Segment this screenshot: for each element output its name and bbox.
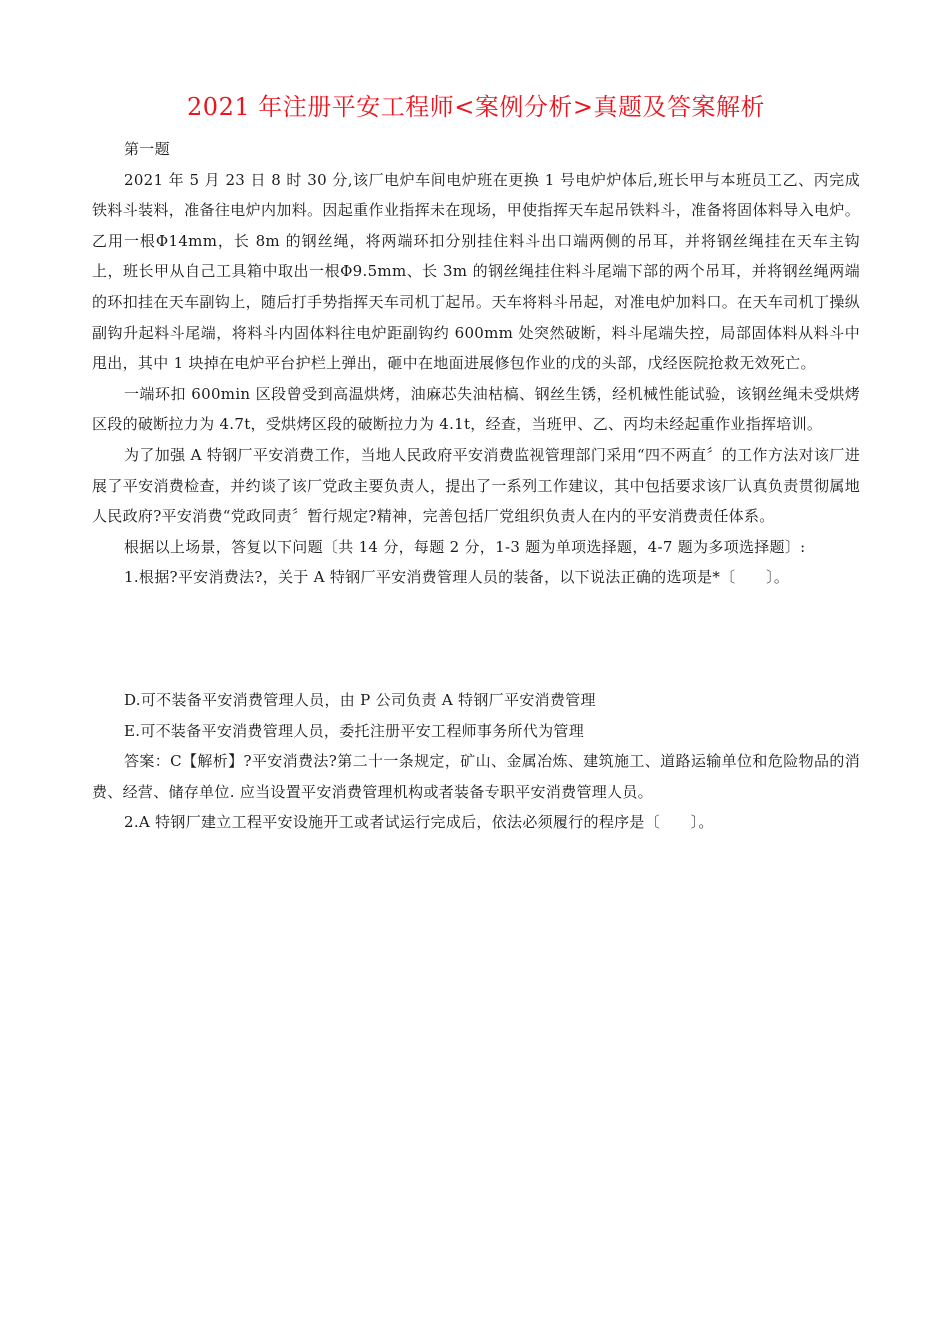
document-page — [92, 84, 860, 838]
option-d: D.可不装备平安消费管理人员，由 P 公司负责 A 特钢厂平安消费管理 — [124, 690, 596, 709]
question-1: 1.根据?平安消费法?，关于 A 特钢厂平安消费管理人员的装备，以下说法正确的选项是*〔 〕。 — [124, 568, 790, 587]
scenario-paragraph: 为了加强 A 特钢厂平安消费工作，当地人民政府平安消费监视管理部门采用“四不两直〞的工作方法对该厂进展了平安消费检查，并约谈了该厂党政主要负责人，提出了一系列工作建议，其中包括要求该厂认真负责贯彻属地人民政府?平安消费“党政同责〞暂行规定?精神，完善包括厂党组织负责人在内的平安消费责任体系。 — [92, 445, 860, 526]
section-heading: 第一题 — [124, 140, 170, 158]
question-2: 2.A 特钢厂建立工程平安设施开工或者试运行完成后，依法必须履行的程序是〔 〕。 — [124, 813, 714, 832]
scenario-paragraph: 2021 年 5 月 23 日 8 时 30 分,该厂电炉车间电炉班在更换 1 号电炉炉体后,班长甲与本班员工乙、丙完成铁料斗装料，准备往电炉内加料。因起重作业指挥未在现场，甲使指挥天车起吊铁料斗，准备将固体料导入电炉。乙用一根Φ14mm，长 8m 的钢丝绳，将两端环扣分别挂住料斗出口端两侧的吊耳，并将钢丝绳挂在天车主钩上，班长甲从自己工具箱中取出一根Φ9.5mm、长 3m 的钢丝绳挂住料斗尾端下部的两个吊耳，并将钢丝绳两端的环扣挂在天车副钩上，随后打手势指挥天车司机丁起吊。天车将料斗吊起，对准电炉加料口。在天车司机丁操纵副钩升起料斗尾端，将料斗内固体料往电炉距副钩约 600mm 处突然破断，料斗尾端失控，局部固体料从料斗中甩出，其中 1 块掉在电炉平台护栏上弹出，砸中在地面进展修包作业的戊的头部，戊经医院抢救无效死亡。 — [92, 170, 860, 373]
document-title: 2021 年注册平安工程师<案例分析>真题及答案解析 — [187, 93, 765, 121]
answer-explanation: 答案：C【解析】?平安消费法?第二十一条规定，矿山、金属冶炼、建筑施工、道路运输单位和危险物品的消费、经营、储存单位. 应当设置平安消费管理机构或者装备专职平安消费管理人员。 — [92, 752, 860, 801]
blank-space — [92, 593, 860, 685]
option-e: E.可不装备平安消费管理人员，委托注册平安工程师事务所代为管理 — [124, 721, 585, 740]
instructions-paragraph: 根据以上场景，答复以下问题〔共 14 分，每题 2 分，1-3 题为单项选择题，4-7 题为多项选择题〕: — [124, 537, 806, 556]
scenario-paragraph: 一端环扣 600min 区段曾受到高温烘烤，油麻芯失油枯槁、钢丝生锈，经机械性能试验，该钢丝绳未受烘烤区段的破断拉力为 4.7t，受烘烤区段的破断拉力为 4.1t，经查，当班甲、乙、丙均未经起重作业指挥培训。 — [92, 384, 860, 434]
